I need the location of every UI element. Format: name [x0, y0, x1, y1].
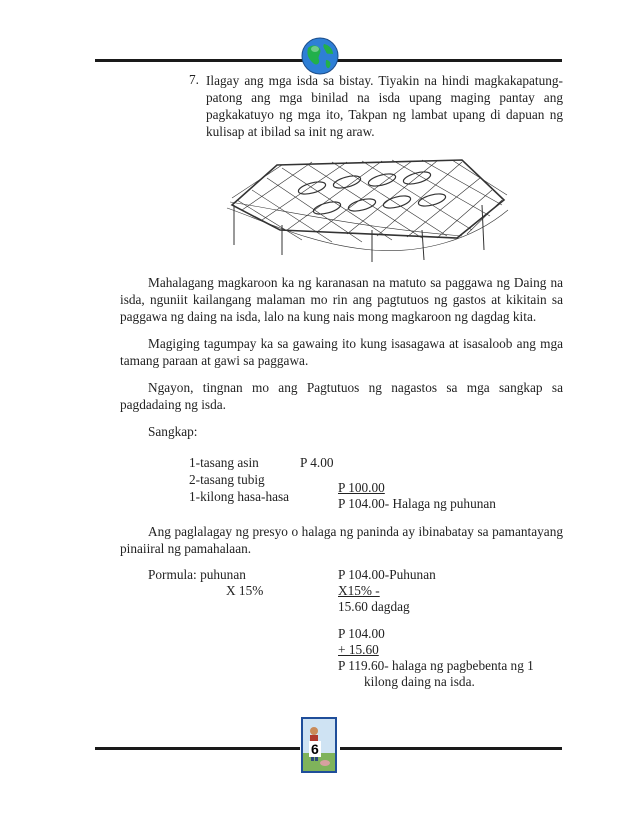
step-number: 7.	[189, 72, 199, 87]
drying-rack-with-net-icon	[222, 150, 512, 270]
ingredient-salt: 1-tasang asin	[189, 455, 259, 470]
paragraph-success: Magiging tagumpay ka sa gawaing ito kung isasagawa at isasaloob ang mga tamang paraan at gawi sa paggawa.	[120, 336, 563, 368]
ingredient-salt-price: P 4.00	[300, 455, 334, 470]
header-rule-right	[336, 59, 562, 62]
header-rule-left	[95, 59, 305, 62]
formula-label: Pormula: puhunan	[148, 567, 246, 582]
formula-line-addend: + 15.60	[338, 642, 379, 657]
page-number: 6	[311, 741, 319, 757]
formula-line-capital-2: P 104.00	[338, 626, 385, 641]
paragraph-computation-intro: Ngayon, tingnan mo ang Pagtutuos ng nagastos sa mga sangkap sa pagdadaing ng isda.	[120, 380, 563, 412]
paragraph-experience: Mahalagang magkaroon ka ng karanasan na matuto sa paggawa ng Daing na isda, nguniit kailangang malaman mo rin ang pagtutuos ng gastos at kikitain sa paggawa ng daing na isda, lalo na kung nais mong magkaroon ng dagdag kita.	[120, 275, 563, 324]
globe-icon	[300, 36, 340, 76]
formula-line-rate: X15% -	[338, 583, 380, 598]
ingredient-water: 2-tasang tubig	[189, 472, 265, 487]
capital-total: P 104.00- Halaga ng puhunan	[338, 496, 496, 511]
paragraph-pricing: Ang paglalagay ng presyo o halaga ng paninda ay ibinabatay sa pamantayang pinaiiral ng pamahalaan.	[120, 524, 563, 556]
footer-rule-left	[95, 747, 300, 750]
formula-line-selling-price: P 119.60- halaga ng pagbebenta ng 1	[338, 658, 534, 673]
formula-line-capital: P 104.00-Puhunan	[338, 567, 436, 582]
formula-times: X 15%	[226, 583, 264, 598]
ingredient-fish-price: P 100.00	[338, 480, 385, 495]
footer-rule-right	[340, 747, 562, 750]
sangkap-heading: Sangkap:	[148, 424, 198, 439]
formula-line-markup: 15.60 dagdag	[338, 599, 410, 614]
formula-line-selling-price-cont: kilong daing na isda.	[364, 674, 475, 689]
ingredient-fish: 1-kilong hasa-hasa	[189, 489, 290, 504]
step-7-text: Ilagay ang mga isda sa bistay. Tiyakin na hindi magkakapatung-patong ang mga binilad na isda upang maging pantay ang pagkakatuyo ng mga ito, Takpan ng lambat upang di dapuan ng kulisap at ibilad sa init ng araw.	[206, 73, 563, 139]
